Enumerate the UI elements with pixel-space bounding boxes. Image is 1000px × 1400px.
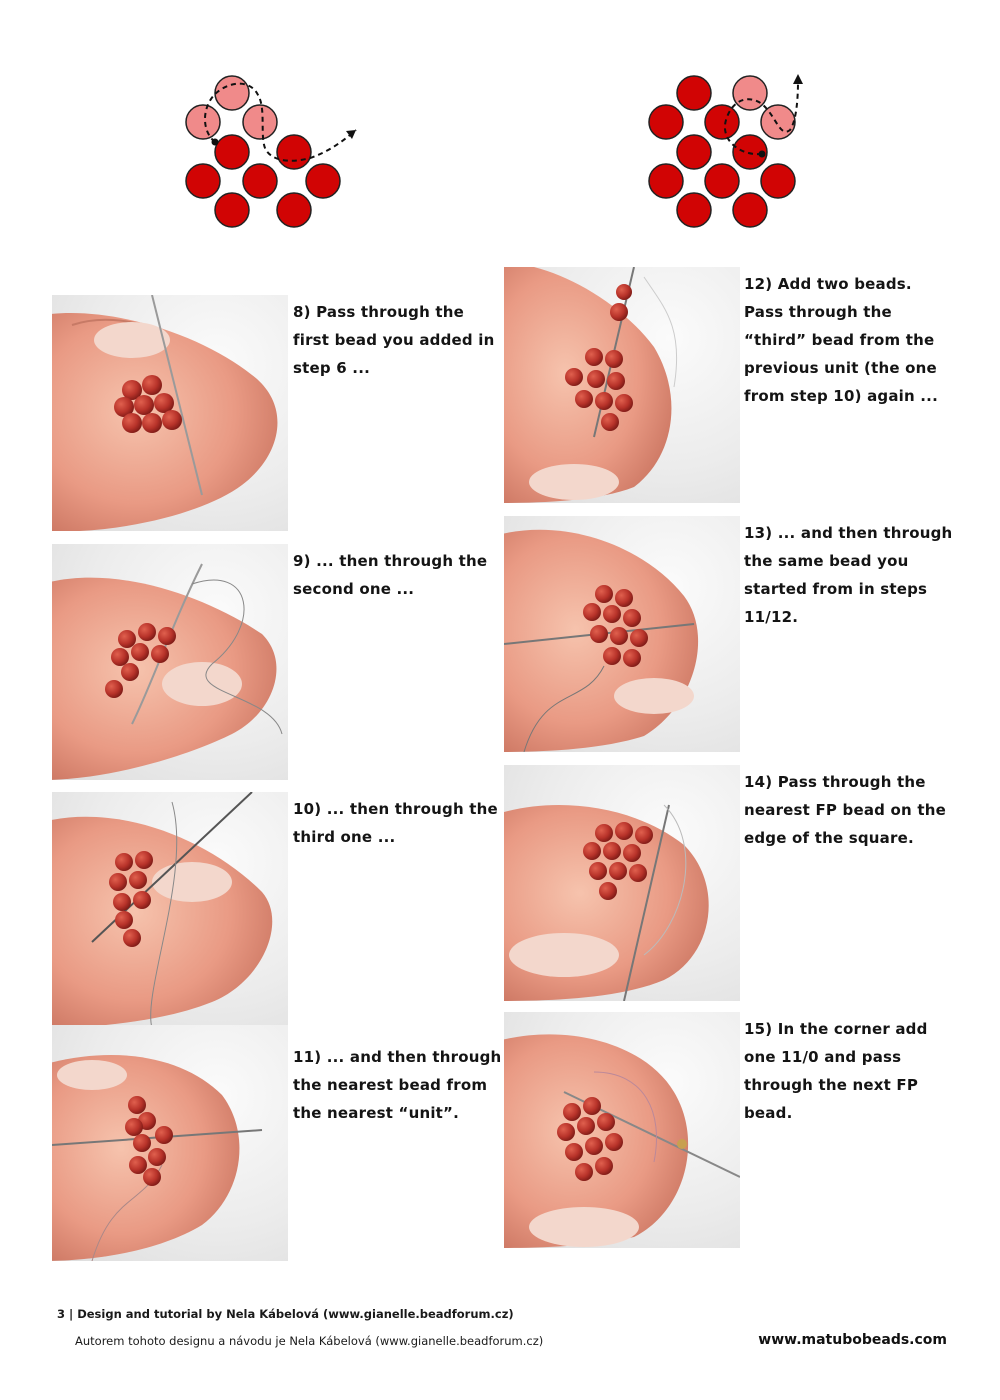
step-13-photo (504, 516, 740, 752)
bead-path-diagram-right (630, 60, 840, 240)
footer-site-link[interactable]: www.matubobeads.com (758, 1332, 947, 1348)
step-10-text: 10) ... then through the third one ... (293, 800, 498, 846)
step-8-text: 8) Pass through the first bead you added in step 6 ... (293, 303, 495, 377)
step-14-photo (504, 765, 740, 1001)
step-9-text: 9) ... then through the second one ... (293, 552, 488, 598)
step-9-photo (52, 544, 288, 780)
footer-credit-cz: Autorem tohoto designu a návodu je Nela Kábelová (www.gianelle.beadforum.cz) (75, 1334, 544, 1348)
step-13-text: 13) ... and then through the same bead you started from in steps 11/12. (744, 524, 953, 626)
step-15-text: 15) In the corner add one 11/0 and pass through the next FP bead. (744, 1020, 928, 1122)
bead-path-diagram-left (170, 60, 380, 240)
step-15-photo (504, 1012, 740, 1248)
step-11-photo (52, 1025, 288, 1261)
step-10-photo (52, 792, 288, 1028)
step-12-photo (504, 267, 740, 503)
step-12-text: 12) Add two beads. Pass through the “third” bead from the previous unit (the one from step 10) again ... (744, 275, 938, 405)
footer-credit: 3 | Design and tutorial by Nela Kábelová (www.gianelle.beadforum.cz) (57, 1307, 514, 1321)
step-14-text: 14) Pass through the nearest FP bead on the edge of the square. (744, 773, 946, 847)
step-11-text: 11) ... and then through the nearest bead from the nearest “unit”. (293, 1048, 502, 1122)
step-8-photo (52, 295, 288, 531)
